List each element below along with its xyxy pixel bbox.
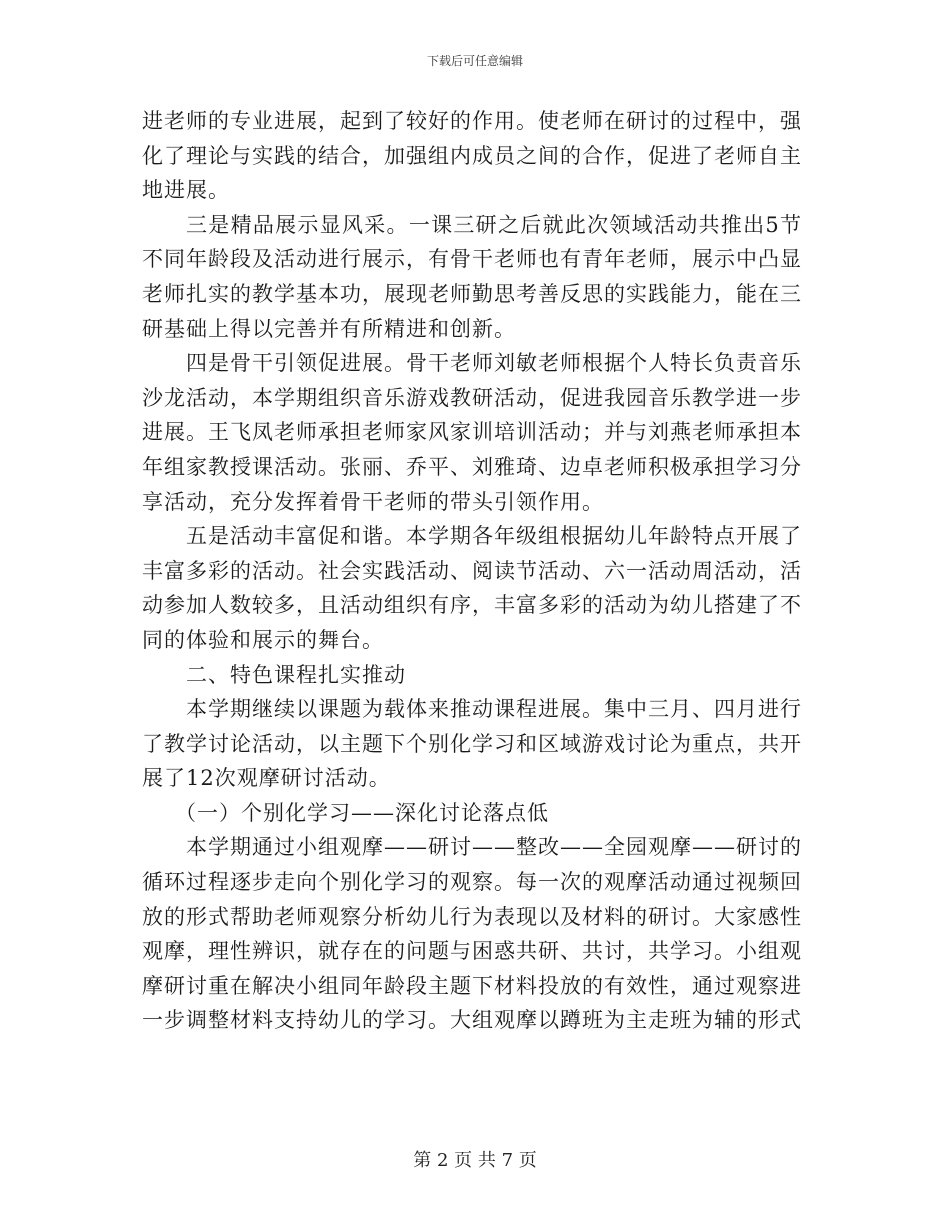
subsection-heading-one: （一）个别化学习——深化讨论落点低 [175, 800, 549, 825]
page-header: 下载后可任意编辑 [426, 54, 523, 68]
paragraph-point-four: 四是骨干引领促进展。骨干老师刘敏老师根据个人特长负责音乐沙龙活动，本学期组织音乐游戏教研活动，促进我园音乐教学进一步进展。王飞凤老师承担老师家风家训培训活动；并与刘燕老师承担本年组家教授课活动。张丽、乔平、刘雅琦、边卓老师积极承担学习分享活动，充分发挥着骨干老师的带头引领作用。 [142, 351, 802, 514]
paragraph-section-two-intro: 本学期继续以课题为载体来推动课程进展。集中三月、四月进行了教学讨论活动，以主题下个别化学习和区域游戏讨论为重点，共开展了12次观摩研讨活动。 [142, 697, 802, 791]
paragraph-point-three: 三是精品展示显风采。一课三研之后就此次领域活动共推出5节不同年龄段及活动进行展示，有骨干老师也有青年老师，展示中凸显老师扎实的教学基本功，展现老师勤思考善反思的实践能力，能在三研基础上得以完善并有所精进和创新。 [142, 212, 802, 341]
paragraph-continuation: 进老师的专业进展，起到了较好的作用。使老师在研讨的过程中，强化了理论与实践的结合，加强组内成员之间的合作，促进了老师自主地进展。 [142, 109, 802, 203]
paragraph-subsection-one: 本学期通过小组观摩——研讨——整改——全园观摩——研讨的循环过程逐步走向个别化学习的观察。每一次的观摩活动通过视频回放的形式帮助老师观察分析幼儿行为表现以及材料的研讨。大家感性观摩，理性辨识，就存在的问题与困惑共研、共讨，共学习。小组观摩研讨重在解决小组同年龄段主题下材料投放的有效性，通过观察进一步调整材料支持幼儿的学习。大组观摩以蹲班为主走班为辅的形式 [142, 835, 802, 1033]
document-body [142, 104, 802, 1038]
page-footer: 第 2 页 共 7 页 [413, 1150, 537, 1171]
paragraph-point-five: 五是活动丰富促和谐。本学期各年级组根据幼儿年龄特点开展了丰富多彩的活动。社会实践活动、阅读节活动、六一活动周活动，活动参加人数较多，且活动组织有序，丰富多彩的活动为幼儿搭建了不同的体验和展示的舞台。 [142, 524, 802, 652]
section-heading-two: 二、特色课程扎实推动 [186, 662, 406, 687]
